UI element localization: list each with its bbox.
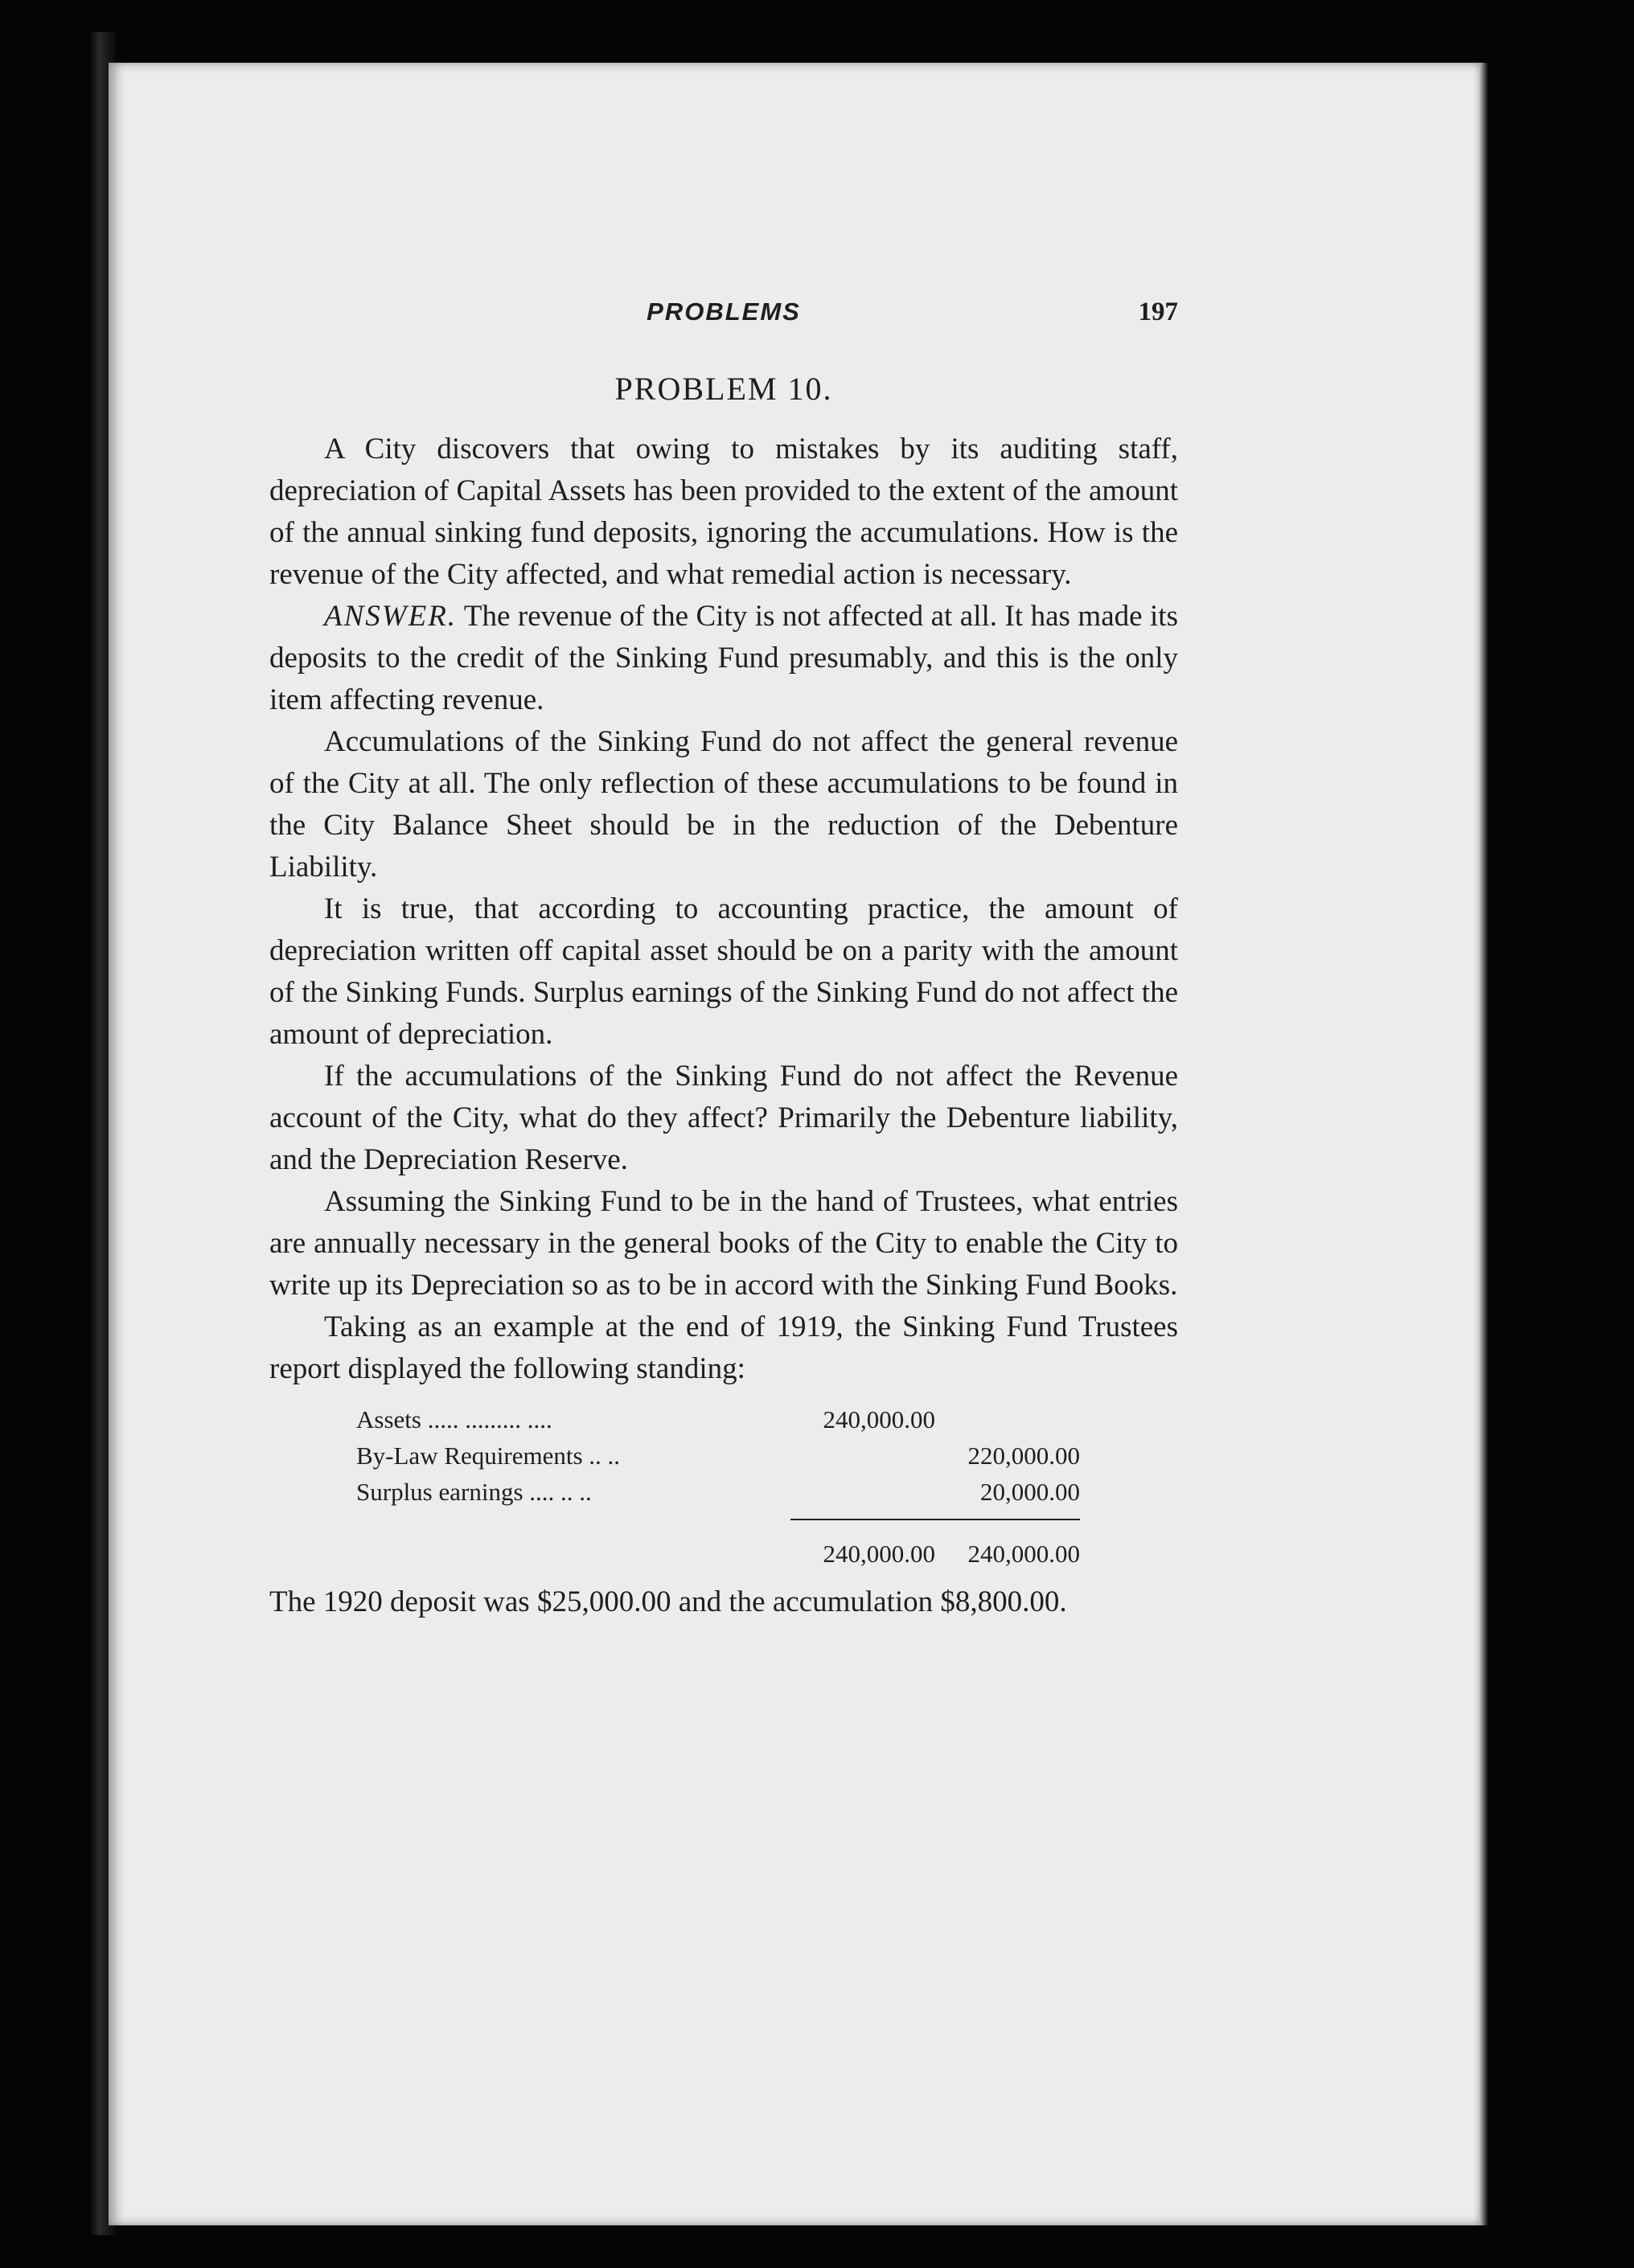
total-rule-row — [356, 1510, 1080, 1529]
answer-text: The revenue of the City is not affected at all. It has made its deposits to the credit of the Sinking Fund presumably, and this is the only item affecting revenue. — [269, 600, 1178, 716]
paragraph-trustees: Assuming the Sinking Fund to be in the hand of Trustees, what entries are annually necessary in the general books of the City to enable the City to write up its Depreciation so as to be in accord with the Sinking Fund Books. — [269, 1185, 1178, 1302]
paragraph-accumulations: Accumulations of the Sinking Fund do not affect the general revenue of the City at all. The only reflection of these accumulations to be found in the City Balance Sheet should be in the reduction of the Debenture Liability. — [269, 725, 1178, 884]
standing-row — [356, 1401, 1080, 1437]
standing-statement — [356, 1401, 1080, 1572]
total-debit: 240,000.00 — [823, 1539, 935, 1568]
paragraph-revenue-account: If the accumulations of the Sinking Fund do not affect the Revenue account of the City, what do they affect? Primarily the Debenture liability, and the Depreciation Reserve. — [269, 1060, 1178, 1176]
standing-credit: 20,000.00 — [980, 1477, 1080, 1506]
answer-paragraph — [269, 596, 1178, 721]
paragraph-example: Taking as an example at the end of 1919, the Sinking Fund Trustees report displayed the following standing: — [269, 1310, 1178, 1385]
answer-label: ANSWER. — [324, 600, 458, 633]
question-paragraph: A City discovers that owing to mistakes by its auditing staff, depreciation of Capital Assets has been provided to the extent of the amount of the annual sinking fund deposits, ignoring the accumulations. How is the revenue of the City affected, and what remedial action is necessary. — [269, 433, 1178, 591]
running-title: PROBLEMS — [647, 297, 801, 326]
standing-label: By-Law Requirements .. .. — [356, 1441, 621, 1470]
standing-row — [356, 1437, 1080, 1474]
standing-totals-row — [356, 1536, 1080, 1572]
problem-title: PROBLEM 10. — [614, 371, 833, 407]
standing-credit: 220,000.00 — [967, 1441, 1080, 1470]
total-credit: 240,000.00 — [967, 1539, 1080, 1568]
page-edge — [1480, 63, 1488, 2225]
total-rule — [790, 1519, 1080, 1520]
page-number: 197 — [1138, 297, 1178, 326]
page-content — [269, 297, 1178, 1623]
running-head — [269, 297, 1178, 338]
standing-row — [356, 1474, 1080, 1510]
paragraph-accounting-practice: It is true, that according to accounting practice, the amount of depreciation written off capital asset should be on a parity with the amount of the Sinking Funds. Surplus earnings of the Sinking Fund do not affect the amount of depreciation. — [269, 892, 1178, 1051]
paragraph-deposit: The 1920 deposit was $25,000.00 and the accumulation $8,800.00. — [269, 1585, 1067, 1618]
standing-label: Surplus earnings .... .. .. — [356, 1477, 592, 1506]
standing-label: Assets ..... ......... .... — [356, 1405, 552, 1433]
standing-debit: 240,000.00 — [823, 1405, 935, 1433]
